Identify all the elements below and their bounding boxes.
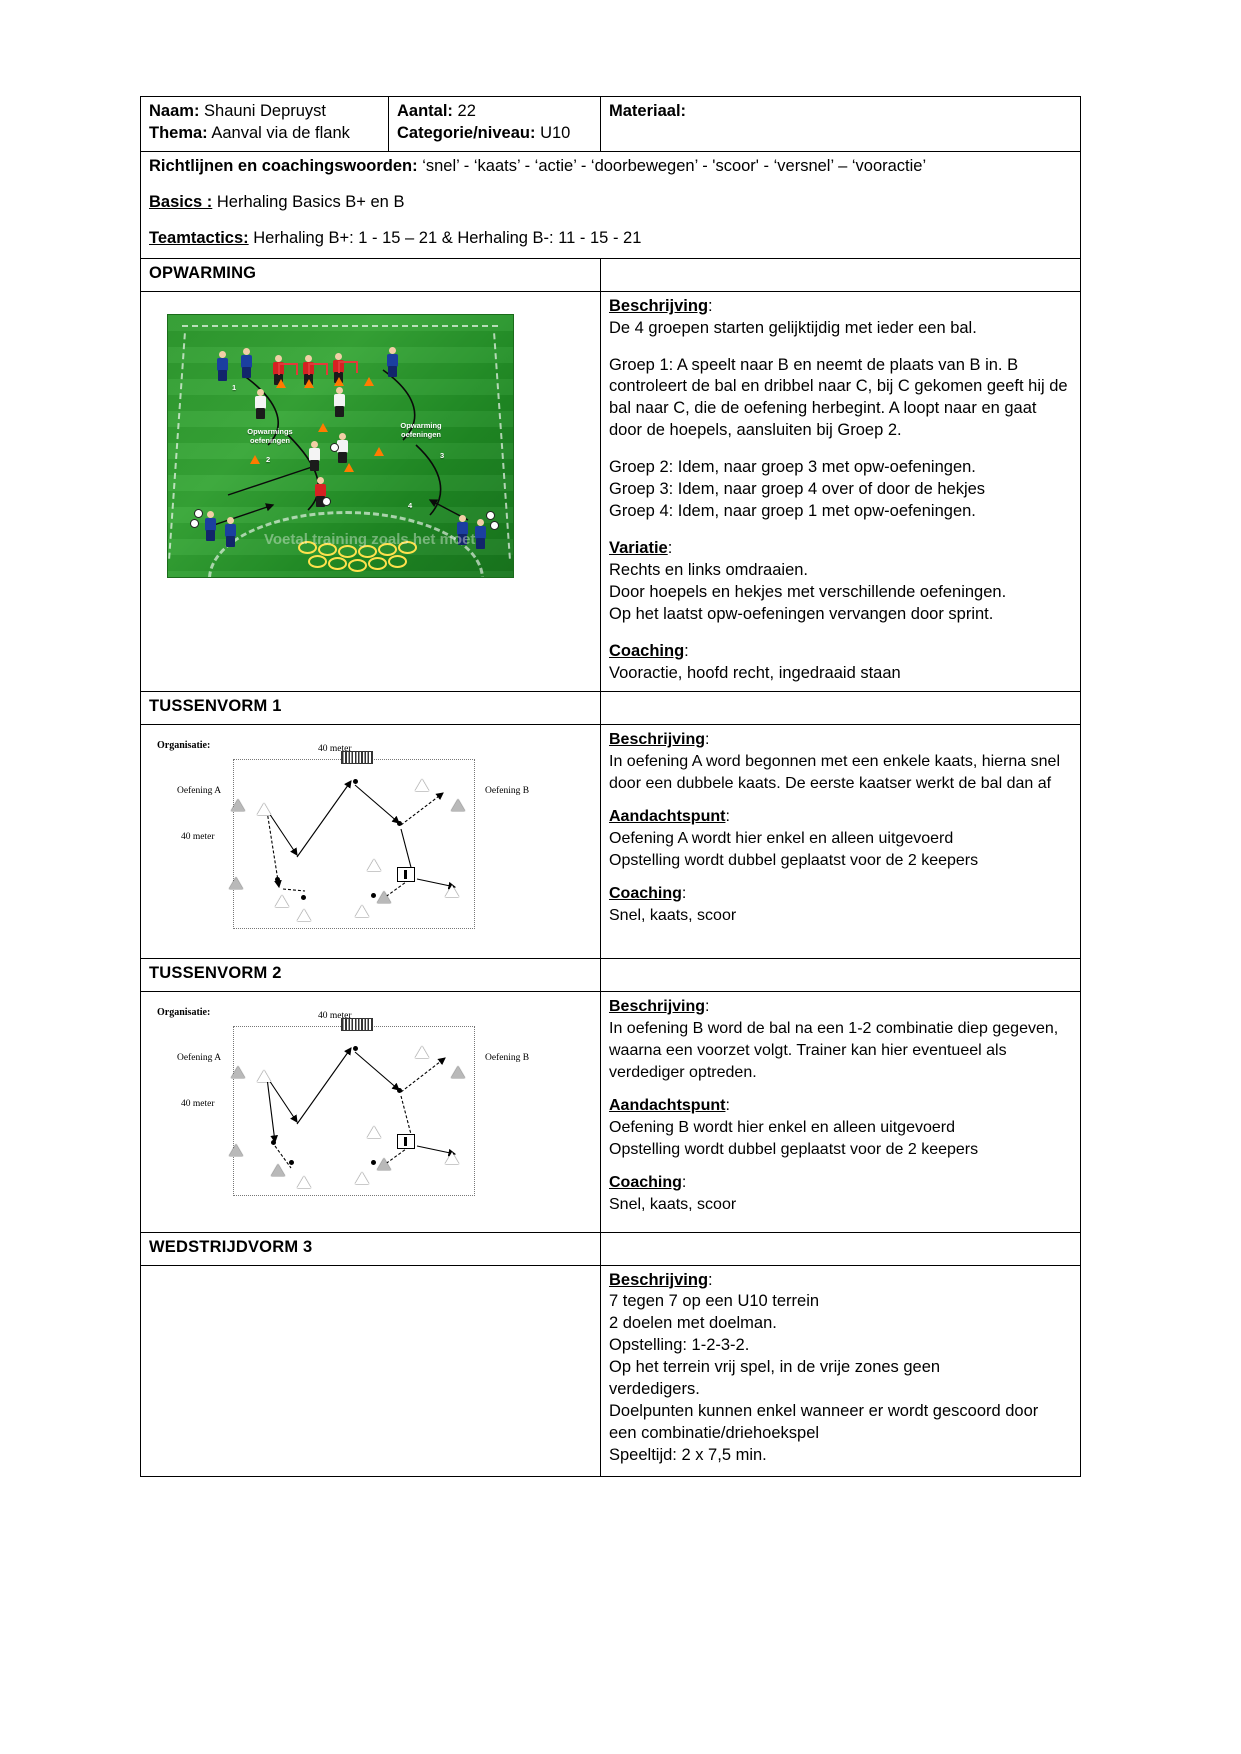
ball-dot bbox=[301, 895, 306, 900]
hoop-marker bbox=[368, 557, 387, 570]
warmup-desc-intro: De 4 groepen starten gelijktijdig met ieder een bal. bbox=[609, 318, 977, 337]
form1-board-illustration bbox=[155, 737, 575, 942]
cone-marker bbox=[250, 455, 260, 464]
colon: : bbox=[725, 1096, 730, 1114]
cone-marker bbox=[318, 423, 328, 432]
player-figure bbox=[254, 389, 267, 419]
cone-marker bbox=[276, 379, 286, 388]
cone-triangle bbox=[297, 1176, 311, 1188]
form2-description-cell bbox=[601, 991, 1081, 1232]
ball-dot bbox=[371, 893, 376, 898]
mini-goal-icon bbox=[397, 867, 415, 882]
cone-marker bbox=[344, 463, 354, 472]
attention-label: Aandachtspunt bbox=[609, 807, 726, 825]
cone-triangle bbox=[445, 1152, 459, 1164]
form1-title-row bbox=[141, 691, 1081, 724]
form2-desc-heading-line bbox=[609, 996, 1072, 1018]
cone-marker bbox=[364, 377, 374, 386]
guidelines-line bbox=[149, 156, 1072, 178]
form1-desc-line: In oefening A word begonnen met een enkele kaats, hierna snel door een dubbele kaats. De eerste kaatser werkt de bal dan af bbox=[609, 752, 1060, 792]
hoop-marker bbox=[348, 559, 367, 572]
theme-label: Thema: bbox=[149, 123, 208, 142]
player-figure bbox=[474, 519, 487, 549]
hoop-marker bbox=[308, 555, 327, 568]
ball-marker bbox=[330, 443, 339, 452]
hoop-marker bbox=[388, 555, 407, 568]
cone-triangle bbox=[367, 859, 381, 871]
form1-coaching-heading-line bbox=[609, 883, 1072, 905]
hurdle-marker bbox=[338, 361, 358, 373]
player-figure bbox=[308, 441, 321, 471]
warmup-title: OPWARMING bbox=[141, 258, 601, 291]
warmup-desc-group2: Groep 2: Idem, naar groep 3 met opw-oefeningen. bbox=[609, 458, 976, 477]
form1-attention-line1: Oefening A wordt hier enkel en alleen uitgevoerd bbox=[609, 829, 954, 847]
left-dimension-label: 40 meter bbox=[181, 831, 215, 842]
form2-diagram bbox=[149, 996, 592, 1226]
colon: : bbox=[705, 997, 710, 1015]
cone-triangle bbox=[257, 803, 271, 815]
warmup-title-row bbox=[141, 258, 1081, 291]
cone-triangle bbox=[271, 1164, 285, 1176]
colon: : bbox=[681, 885, 687, 903]
colon: : bbox=[725, 807, 730, 825]
ball-dot bbox=[275, 877, 280, 882]
ball-dot bbox=[397, 821, 402, 826]
cone-triangle bbox=[355, 1172, 369, 1184]
cone-triangle bbox=[377, 1158, 391, 1170]
ball-dot bbox=[353, 1046, 358, 1051]
hurdle-marker bbox=[308, 363, 328, 375]
ball-dot bbox=[353, 779, 358, 784]
match-title-row bbox=[141, 1232, 1081, 1265]
cone-triangle bbox=[297, 909, 311, 921]
warmup-desc-heading-line bbox=[609, 296, 1072, 318]
form2-movement-paths bbox=[155, 1004, 575, 1216]
warmup-pitch-illustration bbox=[167, 314, 514, 578]
guidelines-row bbox=[141, 151, 1081, 258]
player-figure bbox=[224, 517, 237, 547]
form2-desc-line: In oefening B word de bal na een 1-2 combinatie diep gegeven, waarna een voorzet volgt. Trainer kan hier eventueel als verdediger optreden. bbox=[609, 1019, 1059, 1081]
cone-triangle bbox=[229, 1144, 243, 1156]
name-value: Shauni Depruyst bbox=[204, 102, 327, 120]
warmup-desc-group4: Groep 4: Idem, naar groep 1 met opw-oefeningen. bbox=[609, 502, 976, 521]
name-theme-cell bbox=[141, 97, 389, 152]
cone-triangle bbox=[231, 1066, 245, 1078]
match-content-row bbox=[141, 1265, 1081, 1476]
match-desc-heading-line bbox=[609, 1270, 1072, 1292]
count-category-cell bbox=[389, 97, 601, 152]
match-title: WEDSTRIJDVORM 3 bbox=[141, 1232, 601, 1265]
left-dimension-label: 40 meter bbox=[181, 1098, 215, 1109]
coaching-label: Coaching bbox=[609, 641, 685, 660]
warmup-diagram bbox=[149, 296, 592, 592]
ball-dot bbox=[397, 1088, 402, 1093]
exercise-a-label: Oefening A bbox=[177, 1052, 222, 1063]
warmup-desc-group1: Groep 1: A speelt naar B en neemt de plaats van B in. B controleert de bal en dribbel naar C, bij C gekomen geeft hij de bal naar C, die de oefening herbegint. A loopt naar en gaat door de hoepels, aansluiten bij Groep 2. bbox=[609, 355, 1068, 440]
form1-description-cell bbox=[601, 724, 1081, 958]
match-line6: Doelpunten kunnen enkel wanneer er wordt gescoord door bbox=[609, 1402, 1039, 1421]
ball-dot bbox=[371, 1160, 376, 1165]
match-title-spacer bbox=[601, 1232, 1081, 1265]
variation-label: Variatie bbox=[609, 539, 668, 558]
description-label: Beschrijving bbox=[609, 1270, 709, 1289]
warmup-variation-heading-line bbox=[609, 538, 1072, 560]
theme-line bbox=[149, 123, 380, 145]
match-line4: Op het terrein vrij spel, in de vrije zones geen bbox=[609, 1358, 941, 1377]
colon: : bbox=[708, 296, 713, 315]
ball-marker bbox=[322, 497, 331, 506]
match-line7: een combinatie/driehoekspel bbox=[609, 1424, 820, 1443]
cone-triangle bbox=[367, 1126, 381, 1138]
cone-triangle bbox=[451, 1066, 465, 1078]
form2-title: TUSSENVORM 2 bbox=[141, 958, 601, 991]
training-session-sheet bbox=[140, 96, 1081, 1477]
form2-title-spacer bbox=[601, 958, 1081, 991]
match-line8: Speeltijd: 2 x 7,5 min. bbox=[609, 1446, 767, 1464]
form2-content-row bbox=[141, 991, 1081, 1232]
count-label: Aantal: bbox=[397, 102, 453, 120]
cone-triangle bbox=[229, 877, 243, 889]
category-label: Categorie/niveau: bbox=[397, 123, 536, 142]
ball-dot bbox=[271, 1140, 276, 1145]
form2-attention-line1: Oefening B wordt hier enkel en alleen uitgevoerd bbox=[609, 1118, 955, 1136]
organisation-label: Organisatie: bbox=[157, 739, 211, 751]
guidelines-label: Richtlijnen en coachingswoorden: bbox=[149, 156, 418, 175]
station-number: 4 bbox=[408, 500, 413, 510]
hurdle-marker bbox=[278, 363, 298, 375]
exercise-a-label: Oefening A bbox=[177, 785, 222, 796]
player-figure bbox=[240, 348, 253, 378]
player-figure bbox=[386, 347, 399, 377]
form1-image-cell bbox=[141, 724, 601, 958]
material-cell bbox=[601, 97, 1081, 152]
description-label: Beschrijving bbox=[609, 296, 709, 315]
cone-triangle bbox=[445, 885, 459, 897]
cone-triangle bbox=[355, 905, 369, 917]
station-number: 3 bbox=[440, 450, 445, 460]
name-label: Naam: bbox=[149, 102, 200, 120]
cone-triangle bbox=[415, 779, 429, 791]
warmup-desc-group3: Groep 3: Idem, naar groep 4 over of door de hekjes bbox=[609, 480, 986, 499]
colon: : bbox=[708, 1270, 713, 1289]
form2-image-cell bbox=[141, 991, 601, 1232]
colon: : bbox=[705, 730, 710, 748]
hoop-marker bbox=[328, 557, 347, 570]
form1-attention-heading-line bbox=[609, 806, 1072, 828]
ball-marker bbox=[190, 519, 199, 528]
colon: : bbox=[684, 641, 689, 660]
warmup-variation-line1: Rechts en links omdraaien. bbox=[609, 561, 809, 579]
basics-line bbox=[149, 192, 1072, 214]
form1-coaching-line: Snel, kaats, scoor bbox=[609, 907, 737, 925]
form2-attention-heading-line bbox=[609, 1095, 1072, 1117]
warmup-title-spacer bbox=[601, 258, 1081, 291]
header-row bbox=[141, 97, 1081, 152]
teamtactics-label: Teamtactics: bbox=[149, 228, 249, 247]
guidelines-value: ‘snel’ - ‘kaats’ - ‘actie’ - ‘doorbewegen’ - 'scoor' - ‘versnel’ – ‘vooractie’ bbox=[422, 156, 927, 175]
station-number: 2 bbox=[266, 454, 271, 464]
basics-label: Basics : bbox=[149, 192, 213, 211]
watermark-text: Voetal training zoals het moet bbox=[264, 531, 476, 549]
count-line bbox=[397, 101, 592, 123]
teamtactics-value: Herhaling B+: 1 - 15 – 21 & Herhaling B-: 11 - 15 - 21 bbox=[253, 228, 642, 247]
cone-triangle bbox=[415, 1046, 429, 1058]
category-value: U10 bbox=[540, 123, 571, 142]
material-line bbox=[609, 101, 1072, 123]
warmup-coaching-heading-line bbox=[609, 641, 1072, 663]
form1-diagram bbox=[149, 729, 592, 952]
colon: : bbox=[681, 1174, 687, 1192]
theme-value: Aanval via de flank bbox=[211, 123, 350, 142]
form2-attention-line2: Opstelling wordt dubbel geplaatst voor de 2 keepers bbox=[609, 1141, 979, 1159]
warmup-label-right: Opwarming oefeningen bbox=[400, 420, 442, 439]
exercise-b-label: Oefening B bbox=[485, 785, 530, 796]
ball-dot bbox=[289, 1160, 294, 1165]
attention-label: Aandachtspunt bbox=[609, 1096, 726, 1114]
colon: : bbox=[667, 539, 673, 558]
form2-coaching-line: Snel, kaats, scoor bbox=[609, 1196, 737, 1214]
form1-title: TUSSENVORM 1 bbox=[141, 691, 601, 724]
organisation-label: Organisatie: bbox=[157, 1006, 211, 1018]
match-description-cell bbox=[601, 1265, 1081, 1476]
cone-marker bbox=[304, 379, 314, 388]
teamtactics-line bbox=[149, 228, 1072, 250]
material-label: Materiaal: bbox=[609, 102, 687, 120]
warmup-variation-line3: Op het laatst opw-oefeningen vervangen door sprint. bbox=[609, 604, 994, 623]
form1-title-spacer bbox=[601, 691, 1081, 724]
player-figure bbox=[204, 511, 217, 541]
form2-title-row bbox=[141, 958, 1081, 991]
name-line bbox=[149, 101, 380, 123]
cone-triangle bbox=[377, 891, 391, 903]
description-label: Beschrijving bbox=[609, 730, 706, 748]
form1-attention-line2: Opstelling wordt dubbel geplaatst voor de 2 keepers bbox=[609, 852, 979, 870]
form1-desc-heading-line bbox=[609, 729, 1072, 751]
ball-marker bbox=[486, 511, 495, 520]
basics-value: Herhaling Basics B+ en B bbox=[216, 192, 405, 211]
description-label: Beschrijving bbox=[609, 997, 706, 1015]
warmup-label-left: Opwarmings oefeningen bbox=[247, 426, 293, 445]
coaching-label: Coaching bbox=[609, 885, 682, 903]
ball-marker bbox=[490, 521, 499, 530]
warmup-image-cell bbox=[141, 291, 601, 691]
category-line bbox=[397, 123, 592, 145]
match-line1: 7 tegen 7 op een U10 terrein bbox=[609, 1292, 820, 1311]
ball-marker bbox=[194, 509, 203, 518]
match-line2: 2 doelen met doelman. bbox=[609, 1314, 777, 1333]
exercise-b-label: Oefening B bbox=[485, 1052, 530, 1063]
match-line5: verdedigers. bbox=[609, 1380, 700, 1399]
form2-board-illustration bbox=[155, 1004, 575, 1216]
player-figure bbox=[333, 387, 346, 417]
cone-marker bbox=[334, 377, 344, 386]
player-figure bbox=[216, 351, 229, 381]
form2-coaching-heading-line bbox=[609, 1172, 1072, 1194]
match-image-cell bbox=[141, 1265, 601, 1476]
cone-triangle bbox=[451, 799, 465, 811]
form1-content-row bbox=[141, 724, 1081, 958]
coaching-label: Coaching bbox=[609, 1174, 682, 1192]
cone-marker bbox=[374, 447, 384, 456]
warmup-description-cell bbox=[601, 291, 1081, 691]
top-dimension-label: 40 meter bbox=[318, 743, 352, 754]
cone-triangle bbox=[257, 1070, 271, 1082]
guidelines-cell bbox=[141, 151, 1081, 258]
warmup-coaching-line: Vooractie, hoofd recht, ingedraaid staan bbox=[609, 663, 901, 682]
count-value: 22 bbox=[457, 102, 476, 120]
station-number: 1 bbox=[232, 382, 237, 392]
cone-triangle bbox=[275, 895, 289, 907]
match-line3: Opstelling: 1-2-3-2. bbox=[609, 1336, 750, 1355]
mini-goal-icon bbox=[397, 1134, 415, 1149]
top-dimension-label: 40 meter bbox=[318, 1010, 352, 1021]
cone-triangle bbox=[231, 799, 245, 811]
warmup-variation-line2: Door hoepels en hekjes met verschillende oefeningen. bbox=[609, 582, 1007, 601]
warmup-content-row bbox=[141, 291, 1081, 691]
